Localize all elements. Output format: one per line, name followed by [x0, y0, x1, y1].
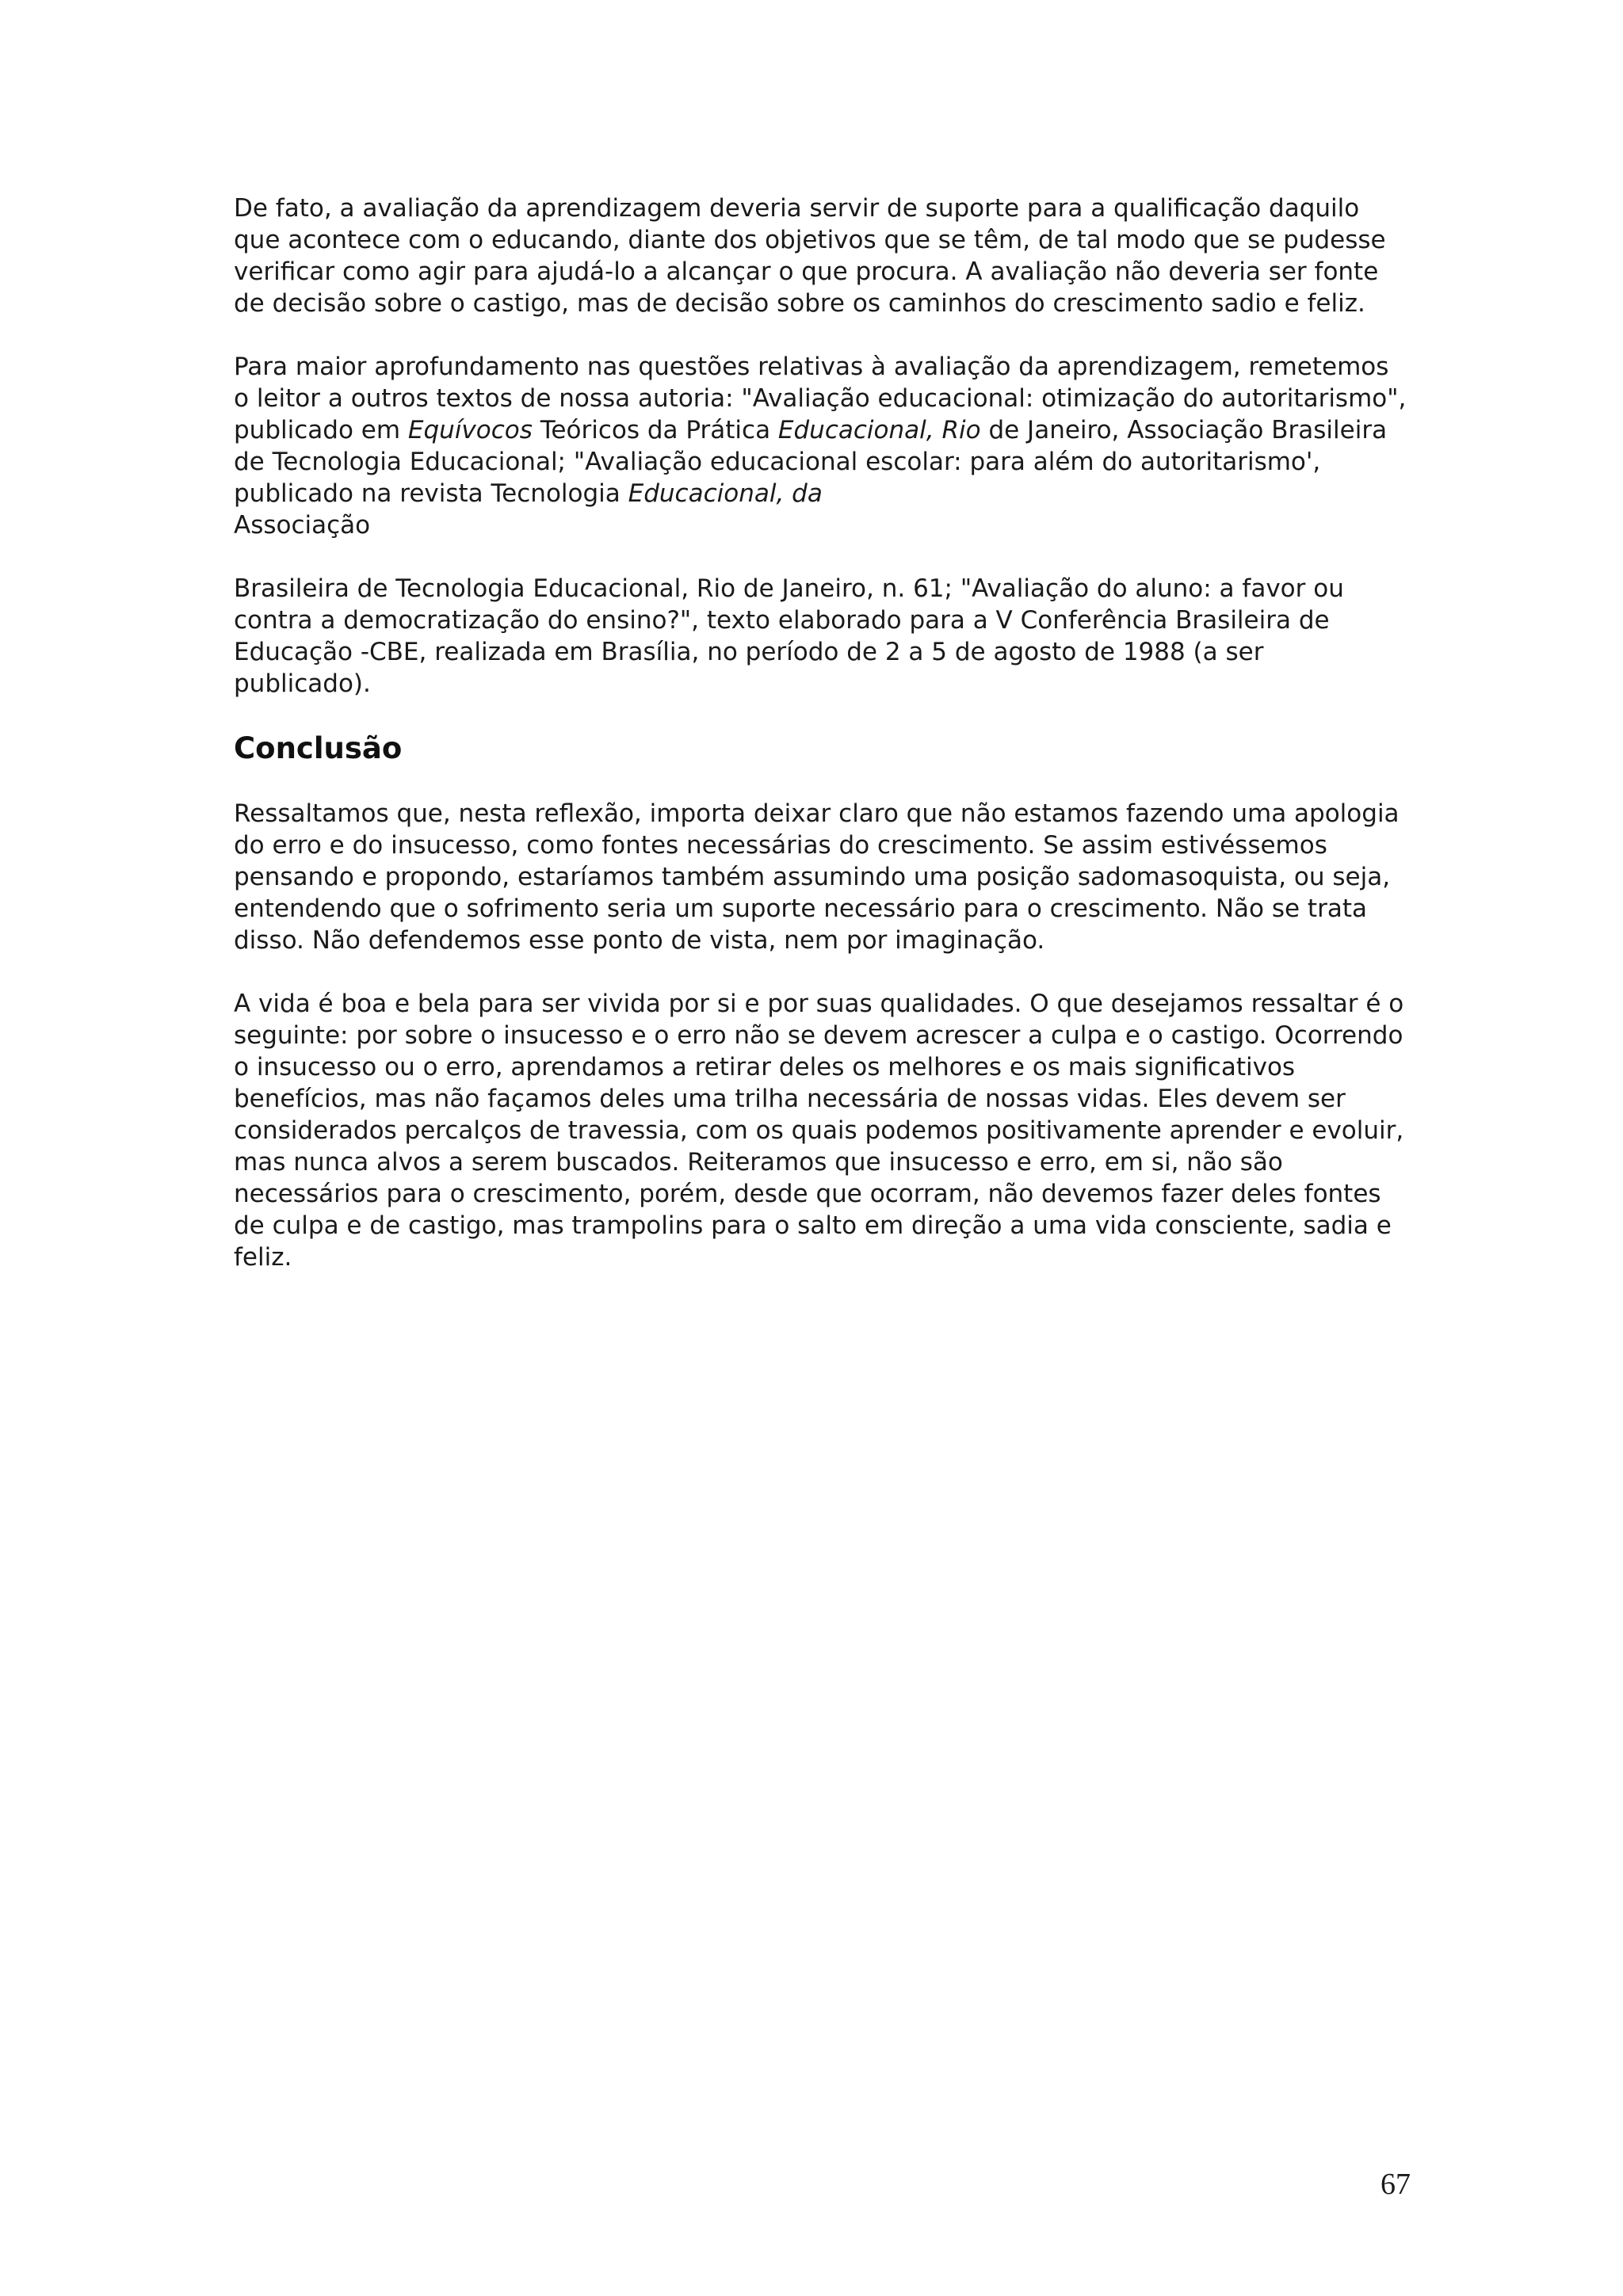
italic-run: Educacional, Rio: [777, 416, 981, 444]
text-run: de Janeiro, Associação Brasileira de Tecnologia Educacional; "Avaliação educacional escolar: para além do autoritarismo', publicado na revista Tecnologia: [234, 416, 1388, 508]
text-run: Teóricos da Prática: [532, 416, 778, 444]
paragraph-evaluation-support: De fato, a avaliação da aprendizagem deveria servir de suporte para a qualificação daquilo que acontece com o educando, diante dos objetivos que se têm, de tal modo que se pudesse verificar como agir para ajudá-lo a alcançar o que procura. A avaliação não deveria ser fonte de decisão sobre o castigo, mas de decisão sobre os caminhos do crescimento sadio e feliz.: [234, 194, 1386, 318]
italic-run: Educacional, da: [628, 479, 823, 508]
text-run: Associação: [234, 511, 371, 540]
italic-run: Equívocos: [407, 416, 533, 444]
paragraph-references: Brasileira de Tecnologia Educacional, Rio de Janeiro, n. 61; "Avaliação do aluno: a favor ou contra a democratização do ensino?", texto elaborado para a V Conferência Brasileira de Educação -CBE, realizada em Brasília, no período de 2 a 5 de agosto de 1988 (a ser publicado).: [234, 574, 1344, 698]
paragraph-conclusion-1: Ressaltamos que, nesta reflexão, importa deixar claro que não estamos fazendo uma apologia do erro e do insucesso, como fontes necessárias do crescimento. Se assim estivéssemos pensando e propondo, estaríamos também assumindo uma posição sadomasoquista, ou seja, entendendo que o sofrimento seria um suporte necessário para o crescimento. Não se trata disso. Não defendemos esse ponto de vista, nem por imaginação.: [234, 799, 1400, 955]
section-heading-conclusion: Conclusão: [234, 731, 403, 765]
document-body: [234, 193, 1407, 1305]
paragraph-further-reading: [234, 351, 1407, 541]
paragraph-conclusion-2: A vida é boa e bela para ser vivida por si e por suas qualidades. O que desejamos ressaltar é o seguinte: por sobre o insucesso e o erro não se devem acrescer a culpa e o castigo. Ocorrendo o insucesso ou o erro, aprendamos a retirar deles os melhores e os mais significativos benefícios, mas não façamos deles uma trilha necessária de nossas vidas. Eles devem ser considerados percalços de travessia, com os quais podemos positivamente aprender e evoluir, mas nunca alvos a serem buscados. Reiteramos que insucesso e erro, em si, não são necessários para o crescimento, porém, desde que ocorram, não devemos fazer deles fontes de culpa e de castigo, mas trampolins para o salto em direção a uma vida consciente, sadia e feliz.: [234, 990, 1404, 1272]
text-run: Para maior aprofundamento nas questões relativas à avaliação da aprendizagem, remetemos o leitor a outros textos de nossa autoria: "Avaliação educacional: otimização do autoritarismo", publicado em: [234, 353, 1407, 444]
page-number: 67: [1381, 2168, 1411, 2201]
